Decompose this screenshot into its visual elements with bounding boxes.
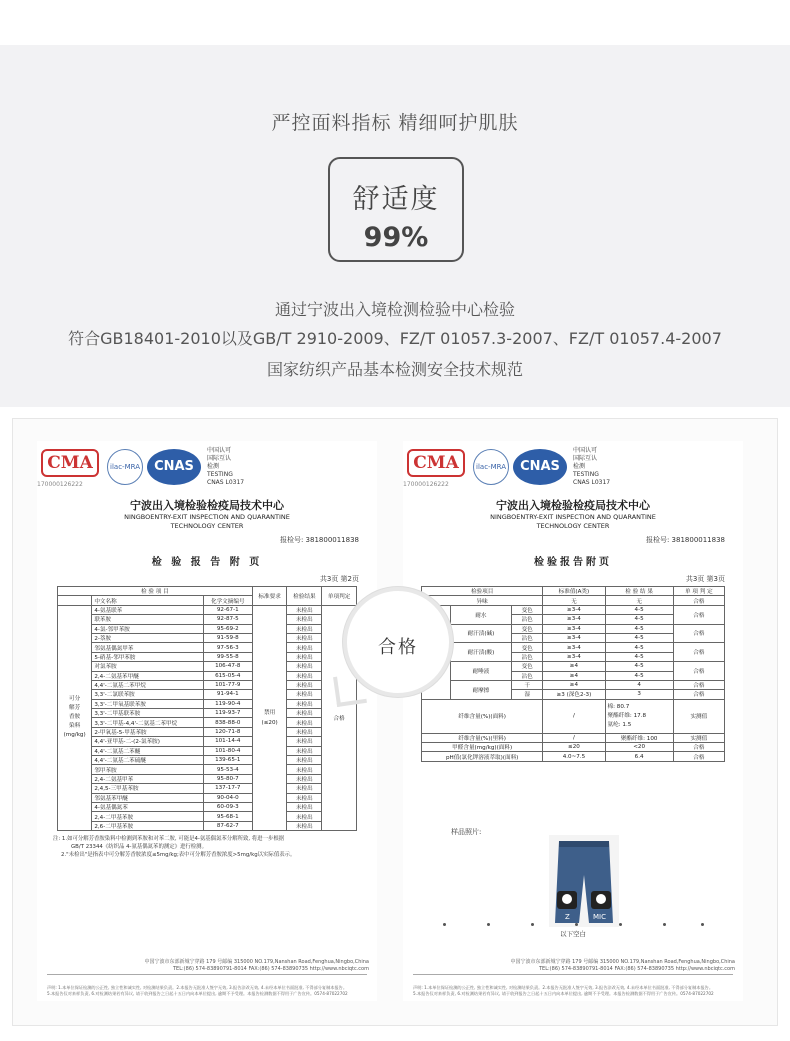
fiber-result: 聚酯纤维: 100 [605,733,673,742]
chemical-name: 2,4,5-三甲基苯胺 [92,784,203,793]
cnas-accreditation-text [573,447,610,487]
dot [487,923,490,926]
note-line: 注: 1.如可分解芳香胺染料中检测到苯胺和对苯二胺, 可能是4-氨基偶氮苯分解所致, 将进一步根据 [53,836,285,843]
certificate-left [37,441,377,1001]
sub-item: 干 [512,680,543,689]
cas-number: 99-55-8 [203,652,252,661]
chemical-name: 2,4-二甲基苯胺 [92,812,203,821]
badge-label: 舒适度 [352,184,440,215]
test-item: 耐汗渍(酸) [450,643,511,662]
cas-number: 87-62-7 [203,821,252,830]
cas-number: 139-65-1 [203,756,252,765]
header-cell: 单项判定 [322,587,357,606]
test-result: 未检出 [287,633,322,642]
chemical-name: 2,4-二氨基苯甲醚 [92,671,203,680]
test-result: 未检出 [287,812,322,821]
page-count: 共3页 第3页 [685,575,725,583]
dots-divider [443,923,703,927]
chemical-name: 2-甲氧基-5-甲基苯胺 [92,727,203,736]
footer-fine-line: 5.本报告仅对来样负责, 6.对检测结果若有异议, 请于收到报告之日起十五日内向本单位提出, 逾期不予受理。本报告检测数据不得用于广告宣传。0574-87022702 [47,991,348,996]
test-item: 耐唾液 [450,662,511,681]
group-label-line: (mg/kg) [63,732,86,739]
verdict: 合格 [673,662,724,681]
top-bar [0,0,790,45]
page-title: 检 验 报 告 附 页 [151,557,263,568]
test-result: 4-5 [605,605,673,614]
org-name-cn: 宁波出入境检验检疫局技术中心 [496,499,650,512]
test-result: 未检出 [287,727,322,736]
report-number: 报检号: 381800011838 [645,536,725,544]
standard-value: 无 [543,596,605,605]
blank-below-note: 以下空白 [560,930,586,938]
chemical-name: 4,4'-二氨基二苯硫醚 [92,756,203,765]
chemical-name: 联苯胺 [92,615,203,624]
certificate-area [12,418,778,1026]
fiber-result-line: 聚酯纤维: 17.8 [607,712,647,719]
footer-fine-line: 声明: 1.本单位保证检测的公正性, 独立性和诚实性, 对检测结果负责。2.本报告无批准人签字无效, 3.报告涂改无效, 4.未经本单位书面批准, 不得部分复制本报告。 [47,985,348,990]
test-result: 未检出 [287,765,322,774]
table-row [422,596,725,605]
test-result: 4-5 [605,652,673,661]
table-row [58,671,357,680]
fiber-verdict: 实测值 [673,699,724,733]
cas-number: 92-87-5 [203,615,252,624]
header-cell [58,596,92,605]
ilac-mra-logo: ilac-MRA [107,449,143,485]
cma-logo: CMA [41,449,99,477]
chemical-name: 4,4'-二氨基二苯醚 [92,746,203,755]
cnas-line: TESTING [573,471,599,478]
footer-address [511,959,735,973]
footer-address-line: TEL:(86) 574-83890791-8014 FAX:(86) 574-83890735 http://www.nbciqtc.com [539,966,735,972]
standard-value: ≥4 [543,662,605,671]
dot [663,923,666,926]
table-row [58,802,357,811]
table-row [58,812,357,821]
table-row [58,709,357,718]
verdict: 合格 [673,680,724,689]
test-result: 4-5 [605,633,673,642]
test-item: 耐摩擦 [450,680,511,699]
dot [619,923,622,926]
note-line: 2."未检出"是指表中可分解芳香胺浓度≤5mg/kg;表中可分解芳香胺浓度>5mg/kg以实际值表示。 [61,852,296,859]
cnas-line: TESTING [207,471,233,478]
test-result: 未检出 [287,756,322,765]
footer-divider [47,974,367,975]
cas-number: 95-80-7 [203,774,252,783]
table-row [58,699,357,708]
fiber-verdict: 实测值 [673,733,724,742]
cas-number: 95-53-4 [203,765,252,774]
sub-item: 沾色 [512,633,543,642]
test-result: 未检出 [287,690,322,699]
cas-number: 101-80-4 [203,746,252,755]
cas-number: 91-94-1 [203,690,252,699]
table-row [422,643,725,652]
cas-number: 101-14-4 [203,737,252,746]
cnas-logo: CNAS [513,449,567,485]
formaldehyde-name: 甲醛含量(mg/kg)(面料) [422,743,543,752]
pass-seal [343,587,453,697]
cas-number: 119-90-4 [203,699,252,708]
chemical-name: 4-氯-邻甲苯胺 [92,624,203,633]
footer-address [145,959,369,973]
table-row [58,774,357,783]
table-row [58,821,357,830]
test-result: 4-5 [605,671,673,680]
dot [531,923,534,926]
table-row [58,727,357,736]
chemical-name: 5-硝基-邻甲苯胺 [92,652,203,661]
table-row [422,662,725,671]
test-result: 3 [605,690,673,699]
test-result: 未检出 [287,699,322,708]
cnas-line: 国际互认 [207,455,232,462]
test-result: 未检出 [287,802,322,811]
table-row [58,718,357,727]
test-result: 未检出 [287,643,322,652]
footer-fine-line: 声明: 1.本单位保证检测的公正性, 独立性和诚实性, 对检测结果负责。2.本报告无批准人签字无效, 3.报告涂改无效, 4.未经本单位书面批准, 不得部分复制本报告。 [413,985,714,990]
formaldehyde-result: <20 [605,743,673,752]
table-row [58,662,357,671]
test-item: 异味 [422,596,543,605]
cnas-line: 检测 [573,463,586,470]
test-item: 耐汗渍(碱) [450,624,511,643]
chemical-name: 邻氨基苯甲醚 [92,793,203,802]
fiber-result [605,699,673,733]
group-label-line: 可分 [69,696,81,703]
test-result: 未检出 [287,680,322,689]
table-row [58,605,357,614]
header-cell: 检 验 项 目 [58,587,253,596]
test-result: 4-5 [605,615,673,624]
amine-table [57,586,357,831]
header-cell: 标准要求 [252,587,287,606]
jeans-print-mic: MIC [593,913,606,921]
sub-item: 变色 [512,605,543,614]
chemical-name: 4,4'-亚甲基-二-(2-氯苯胺) [92,737,203,746]
chemical-name: 2-萘胺 [92,633,203,642]
cnas-line: 中国认可 [573,447,598,454]
table-row [422,624,725,633]
sub-item: 变色 [512,624,543,633]
test-result: 无 [605,596,673,605]
comfort-badge [328,157,464,262]
standard-value: ≥3-4 [543,615,605,624]
cas-number: 95-68-1 [203,812,252,821]
cnas-line: 国际互认 [573,455,598,462]
cas-number: 60-09-3 [203,802,252,811]
org-name-en-2: TECHNOLOGY CENTER [170,522,244,530]
standard-requirement [252,605,287,830]
cma-logo: CMA [407,449,465,477]
test-result: 未检出 [287,709,322,718]
table-row [58,652,357,661]
standard-line: 禁用 [264,709,276,716]
cas-number: 106-47-8 [203,662,252,671]
sample-photo-label: 样品照片: [451,828,482,836]
sub-item: 湿 [512,690,543,699]
verdict: 合格 [673,624,724,643]
test-item: 耐水 [450,605,511,624]
table-row [58,746,357,755]
standard-value: ≥3-4 [543,633,605,642]
ph-name: pH值(氯化钾溶液萃取)(面料) [422,752,543,761]
header-cell: 检 验 结 果 [605,587,673,596]
cas-number: 91-59-8 [203,633,252,642]
header-cell: 中文名称 [92,596,203,605]
chemical-name: 4-氨基偶氮苯 [92,802,203,811]
header-cell: 检验项目 [422,587,543,596]
test-result: 未检出 [287,652,322,661]
footer-address-line: 中国宁波市东部新城宁穿路 179 号邮编 315000 NO.179,Nanshan Road,Fenghua,Ningbo,China [510,959,735,965]
standard-value: ≥4 [543,680,605,689]
cas-number: 119-93-7 [203,709,252,718]
report-number: 报检号: 381800011838 [279,536,359,544]
verdict: 合格 [673,690,724,699]
chemical-name: 邻甲苯胺 [92,765,203,774]
cas-number: 137-17-7 [203,784,252,793]
test-result: 未检出 [287,624,322,633]
info-line-1: 通过宁波出入境检测检验中心检验 [274,300,515,319]
cnas-logo: CNAS [147,449,201,485]
fiber-result-line: 氨纶: 1.5 [607,721,632,728]
fiber-std: / [543,699,605,733]
table-row [58,633,357,642]
certificate-header [403,441,743,493]
verdict: 合格 [673,596,724,605]
cnas-accreditation-text [207,447,244,487]
standard-value: ≥3-4 [543,643,605,652]
fiber-std: / [543,733,605,742]
standard-value: ≥4 [543,671,605,680]
pass-seal-text: 合格 [378,637,418,658]
sub-item: 沾色 [512,671,543,680]
test-result: 未检出 [287,821,322,830]
footer-disclaimer [47,985,367,997]
table-row [422,680,725,689]
standard-value: ≥3 (深色2-3) [543,690,605,699]
test-result: 4-5 [605,624,673,633]
footer-fine-line: 5.本报告仅对来样负责, 6.对检测结果若有异议, 请于收到报告之日起十五日内向本单位提出, 逾期不予受理。本报告检测数据不得用于广告宣传。0574-87022702 [413,991,714,996]
test-result: 未检出 [287,615,322,624]
test-result: 4-5 [605,662,673,671]
headline: 严控面料指标 精细呵护肌肤 [271,112,519,134]
formaldehyde-verdict: 合格 [673,743,724,752]
chemical-name: 3,3'-二甲氧基联苯胺 [92,699,203,708]
chemical-name: 2,4-二氨基甲苯 [92,774,203,783]
note-line: GB/T 23344《纺织品 4-氨基偶氮苯的测定》进行检测。 [71,844,207,851]
cas-number: 90-04-0 [203,793,252,802]
sub-item: 沾色 [512,615,543,624]
table-row [58,615,357,624]
fiber-name: 纤维含量(%)(面料) [422,699,543,733]
ph-verdict: 合格 [673,752,724,761]
test-result: 未检出 [287,737,322,746]
test-result: 未检出 [287,784,322,793]
chemical-name: 4,4'-二氨基二苯甲烷 [92,680,203,689]
report-notes [37,831,377,859]
info-line-3: 国家纺织产品基本检测安全技术规范 [266,360,523,379]
verdict: 合格 [673,605,724,624]
formaldehyde-std: ≤20 [543,743,605,752]
page-title: 检验报告附页 [534,557,612,568]
table-row [58,680,357,689]
test-result: 未检出 [287,605,322,614]
chemical-name: 对氯苯胺 [92,662,203,671]
standard-value: ≥3-4 [543,605,605,614]
fiber-result-line: 棉: 80.7 [607,703,630,710]
info-line-2: 符合GB18401-2010以及GB/T 2910-2009、FZ/T 01057.3-2007、FZ/T 01057.4-2007 [68,329,722,348]
header-cell: 化学文摘编号 [203,596,252,605]
group-label-line: 染料 [69,723,81,730]
header-cell: 标准值(A类) [543,587,605,596]
org-name-cn: 宁波出入境检验检疫局技术中心 [130,499,284,512]
test-result: 4-5 [605,643,673,652]
footer-address-line: 中国宁波市东部新城宁穿路 179 号邮编 315000 NO.179,Nanshan Road,Fenghua,Ningbo,China [144,959,369,965]
table-row [58,756,357,765]
chemical-name: 3,3'-二氯联苯胺 [92,690,203,699]
footer-address-line: TEL:(86) 574-83890791-8014 FAX:(86) 574-83890735 http://www.nbciqtc.com [173,966,369,972]
certificate-header [37,441,377,493]
table-row [58,643,357,652]
table-row [58,765,357,774]
verdict: 合格 [322,605,357,830]
cnas-line: 中国认可 [207,447,232,454]
test-result: 未检出 [287,662,322,671]
cas-number: 838-88-0 [203,718,252,727]
verdict: 合格 [673,643,724,662]
table-row [58,793,357,802]
cas-number: 101-77-9 [203,680,252,689]
ph-result: 6.4 [605,752,673,761]
cma-number: 170000126222 [403,481,449,488]
standard-value: ≥3-4 [543,652,605,661]
footer-divider [413,974,733,975]
test-result: 未检出 [287,774,322,783]
cas-number: 120-71-8 [203,727,252,736]
dot [701,923,704,926]
group-label [58,605,92,830]
sub-item: 变色 [512,662,543,671]
badge-value: 99% [363,222,429,253]
test-result: 4 [605,680,673,689]
chemical-name: 邻氨基偶氮甲苯 [92,643,203,652]
footer-disclaimer [413,985,733,997]
ilac-mra-logo: ilac-MRA [473,449,509,485]
chemical-name: 3,3'-二甲基-4,4'-二氨基二苯甲烷 [92,718,203,727]
fiber-name: 纤维含量(%)(里料) [422,733,543,742]
sub-item: 变色 [512,643,543,652]
header-cell: 单 项 判 定 [673,587,724,596]
header-cell: 检验结果 [287,587,322,606]
ph-std: 4.0~7.5 [543,752,605,761]
cas-number: 615-05-4 [203,671,252,680]
cas-number: 95-69-2 [203,624,252,633]
cnas-line: CNAS L0317 [573,479,611,486]
table-row [58,737,357,746]
sub-item: 沾色 [512,652,543,661]
table-row [58,690,357,699]
test-result: 未检出 [287,793,322,802]
table-row [422,605,725,614]
test-result: 未检出 [287,746,322,755]
page-count: 共3页 第2页 [319,575,359,583]
org-name-en: NINGBOENTRY-EXIT INSPECTION AND QUARANTINE [490,513,656,521]
cas-number: 97-56-3 [203,643,252,652]
table-row [58,784,357,793]
dot [575,923,578,926]
cma-number: 170000126222 [37,481,83,488]
jeans-print-z: Z [565,913,570,921]
standard-line: (≤20) [261,719,278,726]
standard-value: ≥3-4 [543,624,605,633]
chemical-name: 3,3'-二甲基联苯胺 [92,709,203,718]
dot [443,923,446,926]
chemical-name: 2,6-二甲基苯胺 [92,821,203,830]
group-label-line: 解芳 [69,705,81,712]
test-result: 未检出 [287,671,322,680]
cas-number: 92-67-1 [203,605,252,614]
chemical-name: 4-氨基联苯 [92,605,203,614]
jeans-sample-photo [549,835,619,927]
cnas-line: 检测 [207,463,220,470]
org-name-en-2: TECHNOLOGY CENTER [536,522,610,530]
fastness-table [421,586,725,762]
group-label-line: 香胺 [69,714,81,721]
cnas-line: CNAS L0317 [207,479,245,486]
org-name-en: NINGBOENTRY-EXIT INSPECTION AND QUARANTINE [124,513,290,521]
table-row [58,624,357,633]
certificate-right [403,441,743,1001]
test-result: 未检出 [287,718,322,727]
